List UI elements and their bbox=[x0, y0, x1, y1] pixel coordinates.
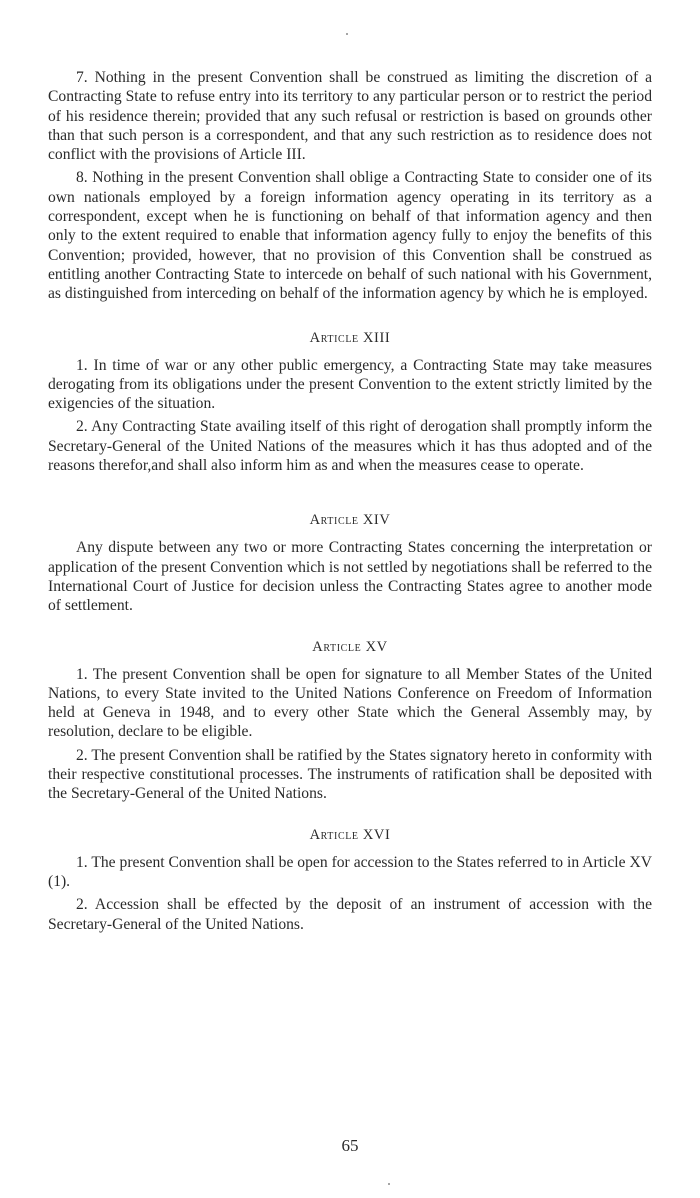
article-xiv-heading: Article XIV bbox=[309, 512, 391, 529]
paragraph-7: 7. Nothing in the present Convention shall be construed as limiting the discretion of a Contracting State to refuse entry into its territory to any particular person or to restrict the period of his residence therein; provided that any such refusal or restriction is based on grounds other than that such person is a correspondent, and that any such restriction as to residence does not conflict with the provisions of Article III. bbox=[48, 69, 652, 164]
article-xvi-paragraph-2: 2. Accession shall be effected by the deposit of an instrument of accession with the Secretary-General of the United Nations. bbox=[48, 896, 652, 933]
article-xiii-paragraph-1: 1. In time of war or any other public emergency, a Contracting State may take measures derogating from its obligations under the present Convention to the extent strictly limited by the exigencies of the situation. bbox=[48, 356, 652, 413]
article-xv-paragraph-1: 1. The present Convention shall be open for signature to all Member States of the United Nations, to every State invited to the United Nations Conference on Freedom of Information held at Geneva in 1948, and to every other State which the General Assembly may, by resolution, declare to be eligible. bbox=[48, 665, 652, 741]
article-xiii-heading: Article XIII bbox=[309, 329, 391, 346]
page-number: 65 bbox=[341, 1136, 359, 1155]
article-xv-heading: Article XV bbox=[312, 638, 388, 655]
article-xiii-paragraph-2: 2. Any Contracting State availing itself of this right of derogation shall promptly inform the Secretary-General of the United Nations of the measures which it has thus adopted and of the reasons therefor,and shall also inform him as and when the measures cease to operate. bbox=[48, 418, 652, 475]
document-page bbox=[48, 68, 652, 938]
article-xv-paragraph-2: 2. The present Convention shall be ratified by the States signatory hereto in conformity with their respective constitutional processes. The instruments of ratification shall be deposited with the Secretary-General of the United Nations. bbox=[48, 746, 652, 803]
article-xvi-heading: Article XVI bbox=[309, 826, 391, 843]
paragraph-8: 8. Nothing in the present Convention shall oblige a Contracting State to consider one of its own nationals employed by a foreign information agency operating in its territory as a correspondent, except when he is functioning on behalf of that information agency and then only to the extent required to enable that information agency fully to enjoy the benefits of this Convention; provided, however, that no provision of this Convention shall be construed as entitling another Contracting State to intercede on behalf of such national with his Government, as distinguished from interceding on behalf of the information agency by which he is employed. bbox=[48, 169, 652, 303]
article-xvi-paragraph-1: 1. The present Convention shall be open for accession to the States referred to in Article XV (1). bbox=[48, 853, 652, 890]
article-xiv-paragraph: Any dispute between any two or more Contracting States concerning the interpretation or application of the present Convention which is not settled by negotiations shall be referred to the International Court of Justice for decision unless the Contracting States agree to another mode of settlement. bbox=[48, 539, 652, 615]
